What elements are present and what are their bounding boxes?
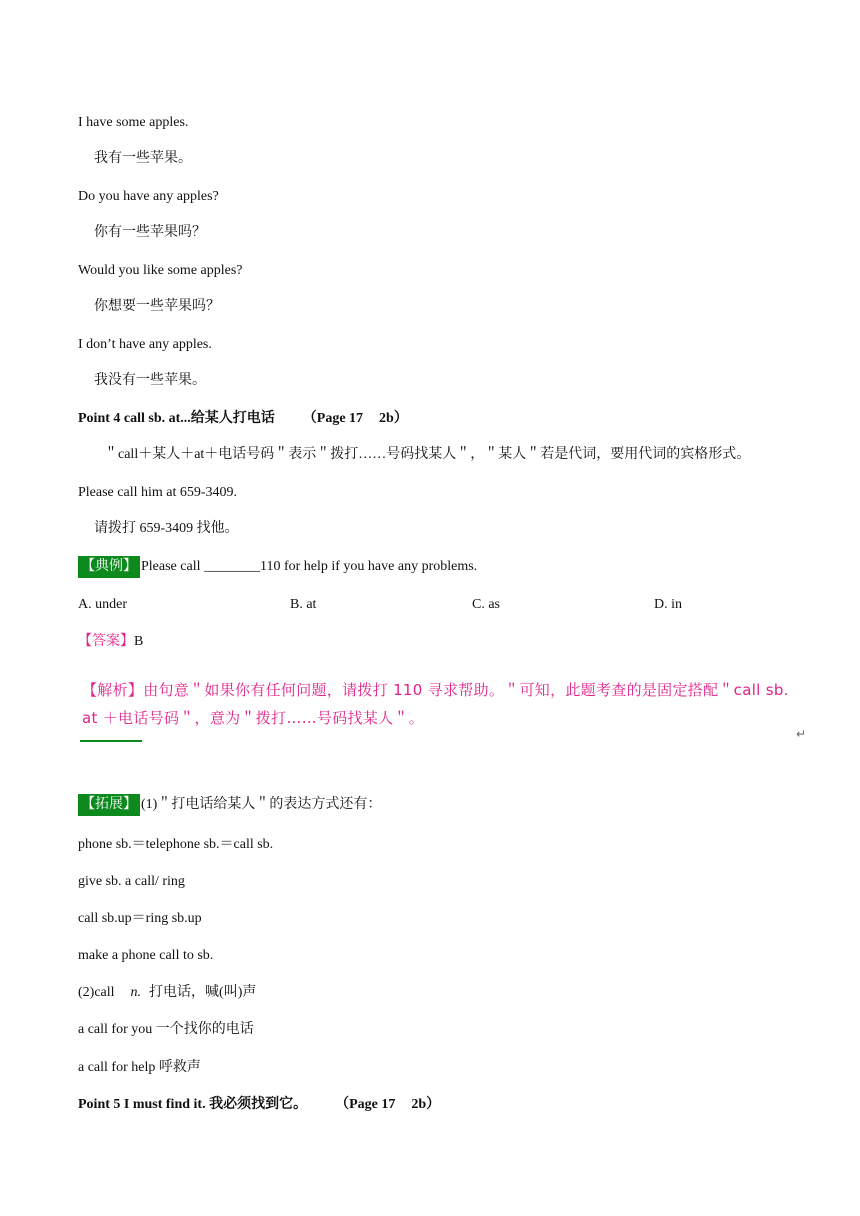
extension-line-1: phone sb.＝telephone sb.＝call sb. <box>78 837 274 852</box>
sentence-en-2: Do you have any apples? <box>78 189 219 204</box>
question-options <box>0 596 860 616</box>
analysis-underline <box>80 740 142 742</box>
extension-item2-meaning: 打电话，喊(叫)声 <box>149 985 257 1000</box>
question-row <box>78 556 477 578</box>
point5-page-ref: （Page 17 <box>335 1097 396 1112</box>
point4-example-en: Please call him at 659-3409. <box>78 485 238 500</box>
answer-row <box>78 633 143 651</box>
point5-heading: Point 5 I must find it. 我必须找到它。 <box>78 1097 308 1112</box>
answer-tag: 【答案】 <box>78 634 134 649</box>
extension-item2-prefix: (2)call <box>78 985 115 1000</box>
analysis-text: 【解析】由句意＂如果你有任何问题，请拨打 110 寻求帮助。＂可知，此题考查的是固定搭配＂call sb. at ＋电话号码＂，意为＂拨打……号码找某人＂。 <box>82 681 789 727</box>
point4-heading: Point 4 call sb. at...给某人打电话 <box>78 411 275 426</box>
point5-heading-row <box>78 1096 440 1114</box>
point4-example-cn: 请拨打 659-3409 找他。 <box>94 521 239 536</box>
extension-row <box>78 794 381 816</box>
sentence-cn-4: 我没有一些苹果。 <box>94 373 206 388</box>
point5-section-ref: 2b） <box>411 1097 441 1112</box>
extension-item1: (1)＂打电话给某人＂的表达方式还有： <box>141 797 382 812</box>
sentence-en-3: Would you like some apples? <box>78 263 243 278</box>
extension-line-3: call sb.up＝ring sb.up <box>78 911 202 926</box>
option-d: D. in <box>654 597 682 612</box>
sentence-en-4: I don’t have any apples. <box>78 337 212 352</box>
sentence-cn-2: 你有一些苹果吗？ <box>94 225 206 240</box>
point4-heading-row <box>78 410 408 428</box>
option-a: A. under <box>78 597 127 612</box>
option-c: C. as <box>472 597 500 612</box>
extension-line-5: a call for you 一个找你的电话 <box>78 1022 254 1037</box>
extension-line-6: a call for help 呼救声 <box>78 1060 201 1075</box>
extension-item2-pos: n. <box>130 985 142 1000</box>
extension-line-2: give sb. a call/ ring <box>78 874 185 889</box>
question-tag: 【典例】 <box>78 556 140 578</box>
question-stem: Please call ________110 for help if you have any problems. <box>141 559 478 574</box>
paragraph-return-icon: ↵ <box>796 727 807 741</box>
sentence-cn-1: 我有一些苹果。 <box>94 151 192 166</box>
sentence-cn-3: 你想要一些苹果吗？ <box>94 299 220 314</box>
point4-section-ref: 2b） <box>379 411 408 426</box>
sentence-en-1: I have some apples. <box>78 115 189 130</box>
extension-line-4: make a phone call to sb. <box>78 948 214 963</box>
extension-tag: 【拓展】 <box>78 794 140 816</box>
point4-page-ref: （Page 17 <box>302 411 364 426</box>
point4-explanation: ＂call＋某人＋at＋电话号码＂表示＂拨打……号码找某人＂，＂某人＂若是代词，要用代词的宾格形式。 <box>104 447 751 462</box>
option-b: B. at <box>290 597 317 612</box>
extension-item2-row <box>78 984 256 1002</box>
answer-value: B <box>134 634 144 649</box>
